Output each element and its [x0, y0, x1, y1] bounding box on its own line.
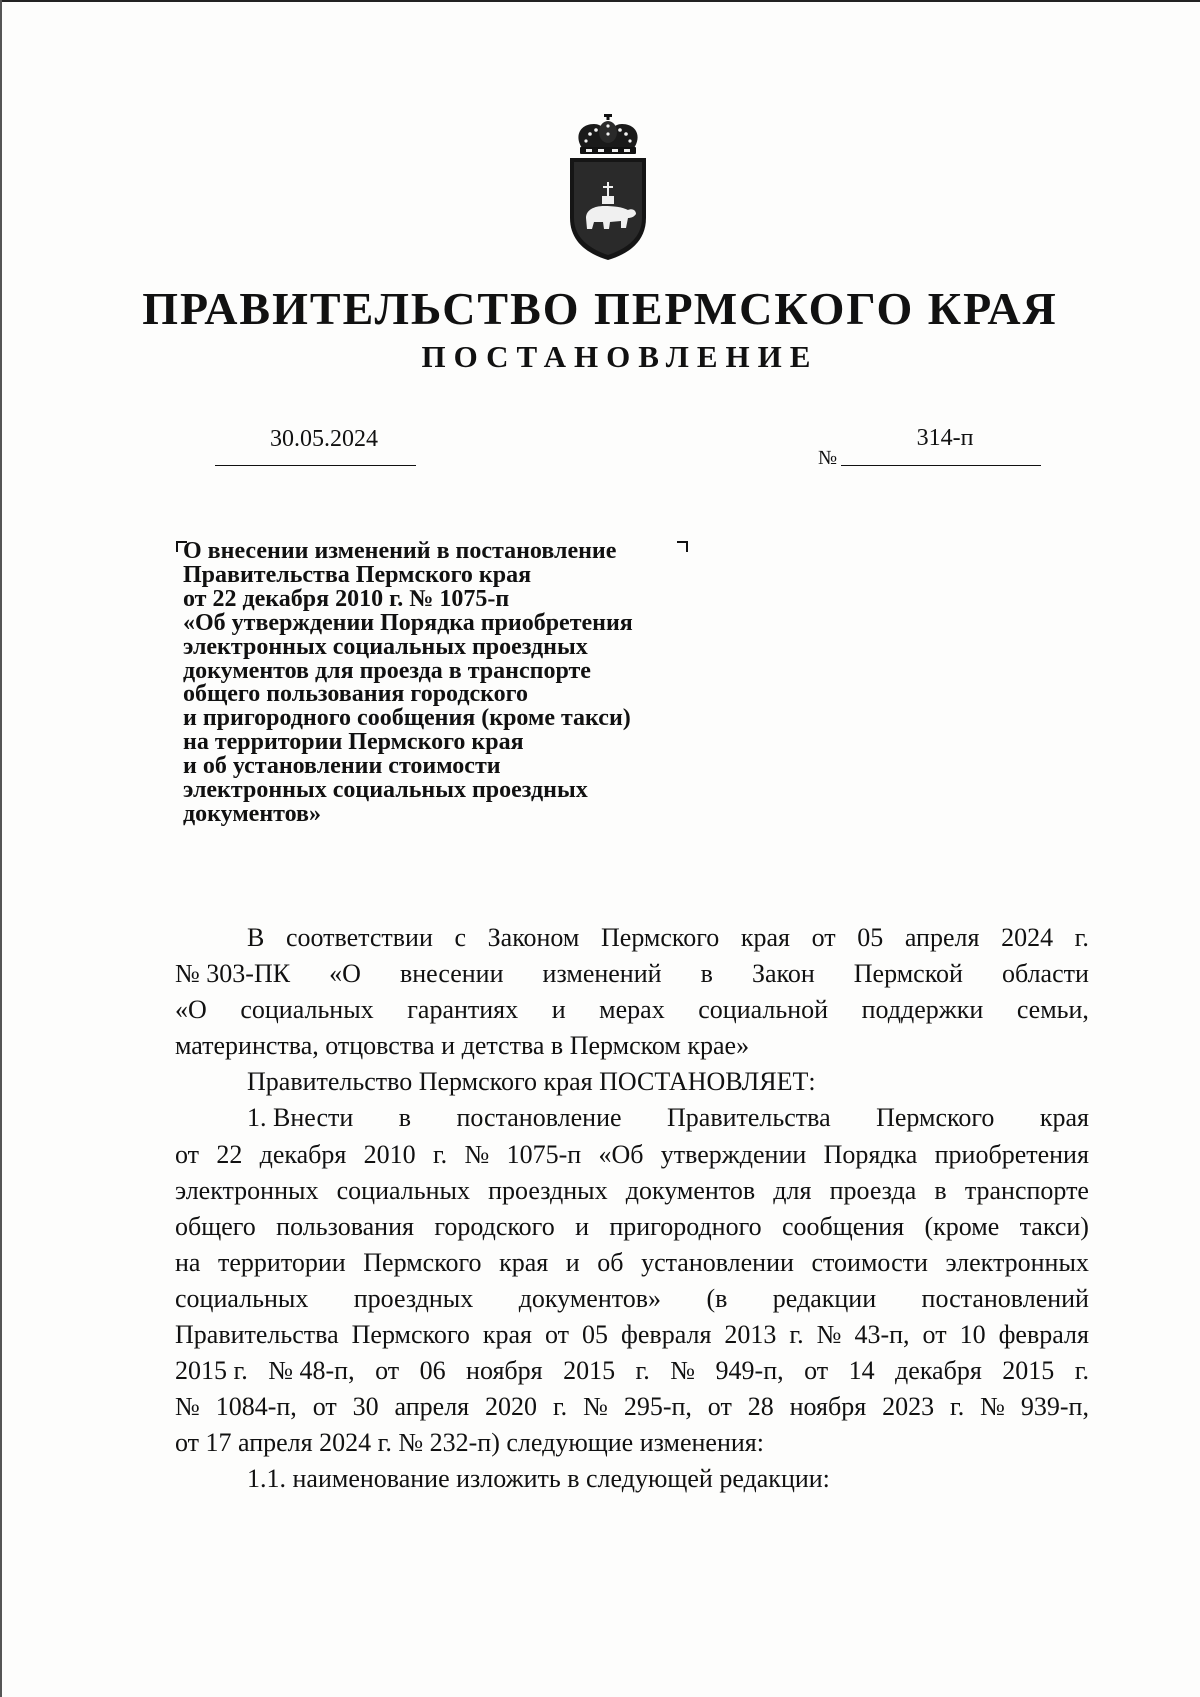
body-word: материнства, отцовства и детства в Пермском крае» [175, 1031, 750, 1061]
body-word: 949-п, [715, 1356, 784, 1386]
body-word: 22 [216, 1139, 243, 1169]
body-word: апреля [394, 1392, 470, 1422]
body-word: электронных [175, 1175, 319, 1205]
document-body [175, 920, 1089, 1498]
subject-line: О внесении изменений в постановление [183, 538, 617, 564]
body-word: 2020 [485, 1392, 538, 1422]
body-word: г. [1074, 923, 1089, 952]
body-word: края [1039, 1103, 1089, 1133]
body-word: 2013 [724, 1320, 777, 1350]
document-number: 314-п [916, 425, 974, 451]
body-word: 2023 [882, 1392, 935, 1422]
body-word: документов» [518, 1283, 662, 1313]
subject-line: Правительства Пермского края [183, 561, 532, 588]
body-line [175, 1317, 1089, 1353]
body-word: и [551, 995, 566, 1025]
body-word: постановление [456, 1103, 622, 1133]
body-line [175, 1245, 1089, 1281]
document-date: 30.05.2024 [270, 426, 378, 452]
body-word: Законом [487, 923, 580, 952]
date-underline [215, 465, 416, 466]
coat-of-arms-icon [564, 114, 652, 264]
government-title: ПРАВИТЕЛЬСТВО ПЕРМСКОГО КРАЯ [142, 283, 1058, 334]
body-word: декабря [895, 1356, 982, 1386]
body-word: для [773, 1175, 812, 1205]
body-word: № 48-п, [268, 1356, 355, 1386]
body-word: 1. Внести [247, 1103, 354, 1133]
body-word: 2015 [1002, 1356, 1055, 1386]
body-word: от [175, 1139, 200, 1169]
body-word: соответствии [285, 923, 433, 952]
body-line [175, 1064, 1089, 1100]
body-word: декабря [259, 1139, 347, 1169]
body-word: от [312, 1392, 337, 1422]
body-word: № [175, 1392, 200, 1422]
scan-edge-left [0, 0, 2, 1697]
body-word: Правительство Пермского края ПОСТАНОВЛЯЕТ: [247, 1067, 816, 1097]
body-line [175, 956, 1089, 992]
body-word: 05 [582, 1320, 609, 1350]
body-word: Закон [751, 959, 815, 989]
subject-line: и пригородного сообщения (кроме такси) [183, 705, 631, 732]
body-word: г. [1074, 1356, 1089, 1386]
body-word: 295-п, [623, 1392, 692, 1422]
document-subject [183, 540, 743, 827]
subject-line: от 22 декабря 2010 г. № 1075-п [183, 585, 510, 612]
subject-line: «Об утверждении Порядка приобретения [183, 609, 633, 636]
body-word: № [583, 1392, 608, 1422]
body-word: ноября [466, 1356, 543, 1386]
body-word: г. [789, 1320, 804, 1350]
body-word: № [980, 1392, 1005, 1422]
body-word: Пермского [351, 1320, 470, 1350]
body-word: г. [635, 1356, 650, 1386]
body-word: 939-п, [1020, 1392, 1089, 1422]
body-word: апреля [904, 923, 980, 952]
body-word: гарантиях [407, 995, 519, 1025]
body-word: об [597, 1247, 624, 1277]
body-word: 05 [857, 923, 884, 952]
body-line [175, 1173, 1089, 1209]
body-word: 1075-п [506, 1139, 582, 1169]
subject-line: документов» [183, 800, 321, 827]
body-line [175, 1209, 1089, 1245]
body-word: 2015 [563, 1356, 616, 1386]
body-word: поддержки [861, 995, 984, 1025]
body-word: пригородного [609, 1211, 762, 1241]
body-word: установлении [641, 1247, 794, 1277]
body-word: в [700, 959, 713, 989]
body-word: № [464, 1139, 490, 1169]
body-word: проезда [829, 1175, 917, 1205]
body-word: 1.1. наименование изложить в следующей редакции: [247, 1464, 830, 1494]
body-word: «Об [598, 1139, 644, 1169]
body-line [175, 1028, 1089, 1064]
body-line [175, 1281, 1089, 1317]
body-word: г. [950, 1392, 965, 1422]
body-word: г. [432, 1139, 448, 1169]
body-word: в [398, 1103, 412, 1133]
number-underline [841, 465, 1041, 466]
subject-line: общего пользования городского [183, 681, 528, 708]
crown-icon [578, 114, 637, 154]
body-word: транспорте [964, 1175, 1089, 1205]
body-word: (в [706, 1283, 728, 1313]
body-word: «О [175, 995, 207, 1025]
document-type: ПОСТАНОВЛЕНИЕ [421, 339, 819, 374]
body-word: пользования [276, 1211, 414, 1241]
body-word: в [934, 1175, 947, 1205]
subject-line: и об установлении стоимости [183, 753, 501, 780]
body-word: электронных [945, 1247, 1089, 1277]
body-word: семьи, [1016, 995, 1089, 1025]
body-word: стоимости [811, 1247, 928, 1277]
body-word: края [499, 1247, 549, 1277]
body-line [175, 1425, 1089, 1461]
body-line [175, 1389, 1089, 1425]
body-word: 2024 [1001, 923, 1054, 952]
subject-line: электронных социальных проездных [183, 777, 588, 804]
body-word: № 303-ПК [175, 959, 291, 989]
body-word: В [247, 923, 265, 952]
body-word: такси) [1019, 1211, 1089, 1241]
body-word: 2010 [363, 1139, 416, 1169]
shield-icon [570, 158, 646, 260]
body-word: утверждении [660, 1139, 807, 1169]
body-word: на [175, 1247, 201, 1277]
body-word: редакции [772, 1283, 877, 1313]
body-line [175, 992, 1089, 1028]
scan-edge-top [0, 0, 1200, 2]
body-word: социальных [175, 1283, 309, 1313]
body-word: г. [552, 1392, 568, 1422]
body-word: с [454, 923, 467, 952]
body-word: социальных [240, 995, 374, 1025]
body-word: края [740, 923, 790, 952]
body-word: городского [434, 1211, 555, 1241]
body-word: и [565, 1247, 580, 1277]
body-word: края [482, 1320, 533, 1350]
body-word: внесении [399, 959, 504, 989]
body-word: 06 [419, 1356, 446, 1386]
body-word: Правительства [175, 1320, 339, 1350]
body-word: 43-п, [854, 1320, 910, 1350]
body-line [175, 1100, 1089, 1136]
body-word: от [804, 1356, 829, 1386]
body-word: (кроме [924, 1211, 1000, 1241]
subject-line: на территории Пермского края [183, 729, 524, 756]
body-word: сообщения [781, 1211, 905, 1241]
body-word: Порядка [823, 1139, 918, 1169]
body-word: Пермского [876, 1103, 995, 1133]
body-word: 2015 г. [175, 1356, 248, 1386]
subject-line: документов для проезда в транспорте [183, 657, 591, 684]
number-sign: № [818, 447, 838, 469]
body-word: ноября [789, 1392, 867, 1422]
subject-line: электронных социальных проездных [183, 633, 588, 660]
body-line [175, 1137, 1089, 1173]
body-line [175, 1353, 1089, 1389]
body-word: проездных [488, 1175, 608, 1205]
body-word: от [707, 1392, 732, 1422]
body-word: № [816, 1320, 842, 1350]
body-word: приобретения [934, 1139, 1089, 1169]
body-word: социальной [698, 995, 829, 1025]
body-word: № [670, 1356, 696, 1386]
body-word: Пермского [363, 1247, 482, 1277]
body-line [175, 920, 1089, 956]
body-word: Правительства [667, 1103, 831, 1133]
body-word: февраля [998, 1320, 1089, 1350]
body-word: 1084-п, [215, 1392, 297, 1422]
body-line [175, 1461, 1089, 1497]
body-word: от [545, 1320, 570, 1350]
body-word: области [1001, 959, 1089, 989]
body-word: проездных [353, 1283, 474, 1313]
body-word: 28 [747, 1392, 774, 1422]
body-word: территории [218, 1247, 346, 1277]
body-word: 30 [352, 1392, 379, 1422]
body-word: 14 [848, 1356, 875, 1386]
body-word: от [922, 1320, 947, 1350]
body-word: от [811, 923, 836, 952]
body-word: «О [329, 959, 361, 989]
body-word: документов [625, 1175, 756, 1205]
body-word: от [375, 1356, 400, 1386]
body-word: Пермской [853, 959, 963, 989]
body-word: общего [175, 1211, 256, 1241]
body-word: 10 [959, 1320, 986, 1350]
body-word: и [575, 1211, 589, 1241]
body-word: мерах [599, 995, 665, 1025]
body-word: от 17 апреля 2024 г. № 232-п) следующие изменения: [175, 1428, 764, 1458]
body-word: Пермского [601, 923, 720, 952]
body-word: изменений [542, 959, 662, 989]
body-word: февраля [621, 1320, 712, 1350]
body-word: социальных [336, 1175, 470, 1205]
body-word: постановлений [921, 1283, 1089, 1313]
